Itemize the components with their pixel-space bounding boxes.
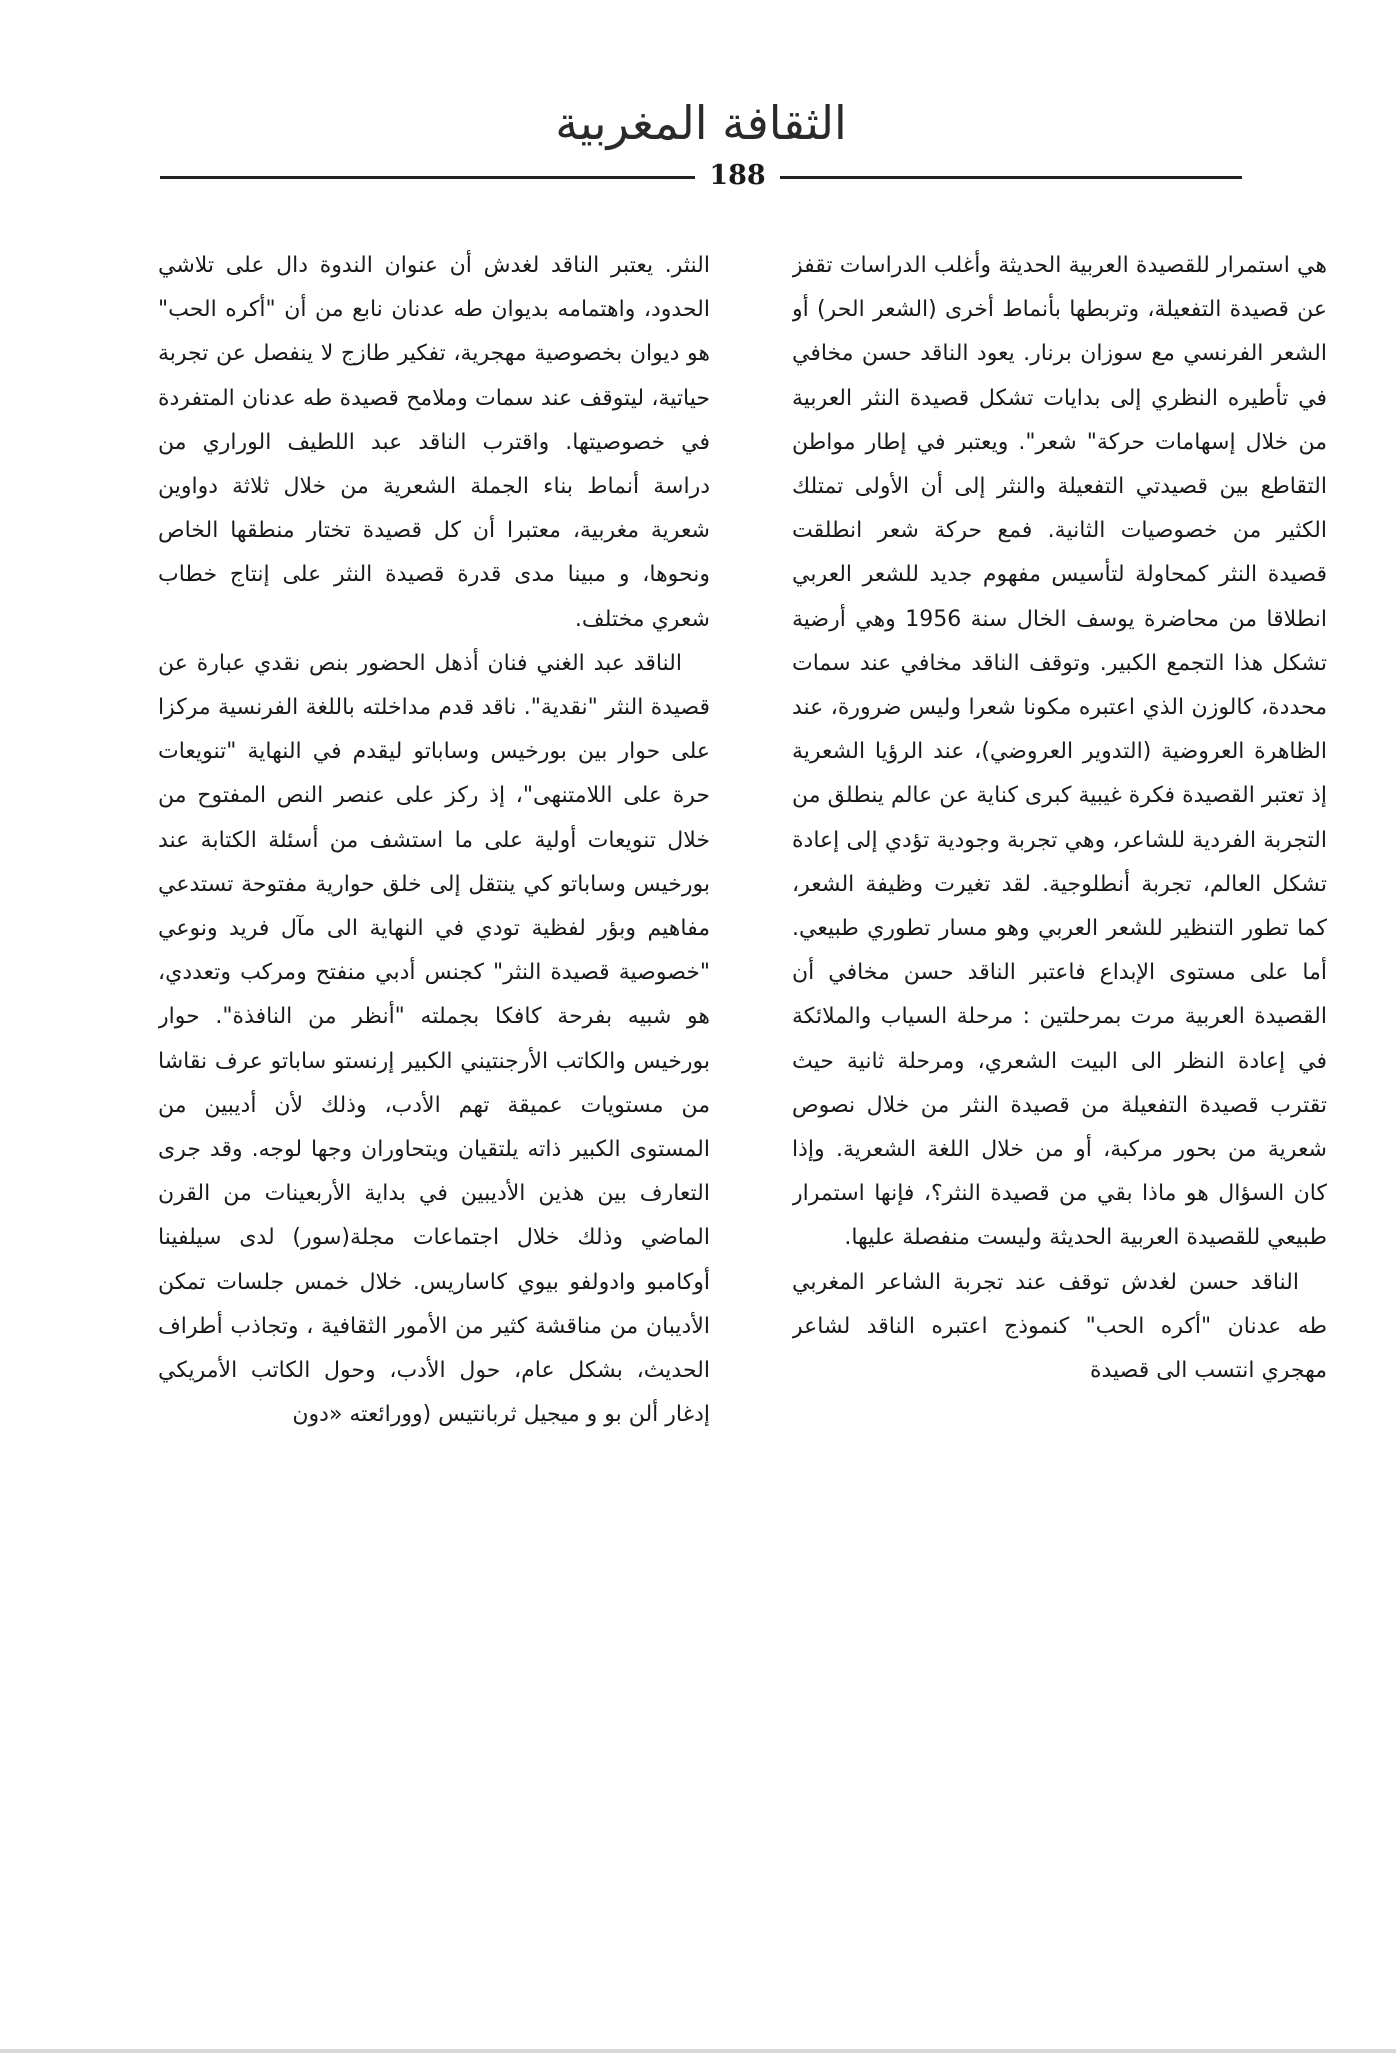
body-paragraph: النثر. يعتبر الناقد لغدش أن عنوان الندوة دال على تلاشي الحدود، واهتمامه بديوان طه عدنان نابع من أن "أكره الحب" هو ديوان بخصوصية مهجرية، تفكير طازج لا ينفصل عن تجربة حياتية، ليتوقف عند سمات وملامح قصيدة طه عدنان المتفردة في خصوصيتها. واقترب الناقد عبد اللطيف الوراري من دراسة أنماط بناء الجملة الشعرية من خلال ثلاثة دواوين شعرية مغربية، معتبرا أن كل قصيدة تختار منطقها الخاص ونحوها، و مبينا مدى قدرة قصيدة النثر على إنتاج خطاب شعري مختلف.	[158, 253, 710, 632]
body-paragraph: هي استمرار للقصيدة العربية الحديثة وأغلب الدراسات تقفز عن قصيدة التفعيلة، وتربطها بأنماط أخرى (الشعر الحر) أو الشعر الفرنسي مع سوزان برنار. يعود الناقد حسن مخافي في تأطيره النظري إلى بدايات تشكل قصيدة النثر العربية من خلال إسهامات حركة" شعر". ويعتبر في إطار مواطن التقاطع بين قصيدتي التفعيلة والنثر إلى أن الأولى تمتلك الكثير من خصوصيات الثانية. فمع حركة شعر انطلقت قصيدة النثر كمحاولة لتأسيس مفهوم جديد للشعر العربي انطلاقا من محاضرة يوسف الخال سنة 1956 وهي أرضية تشكل هذا التجمع الكبير. وتوقف الناقد مخافي عند سمات محددة، كالوزن الذي اعتبره مكونا شعرا وليس ضرورة، عند الظاهرة العروضية (التدوير العروضي)، عند الرؤيا الشعرية إذ تعتبر القصيدة فكرة غيبية كبرى كناية عن عالم ينطلق من التجربة الفردية للشاعر، وهي تجربة وجودية تؤدي إلى إعادة تشكل العالم، تجربة أنطلوجية. لقد تغيرت وظيفة الشعر، كما تطور التنظير للشعر العربي وهو مسار تطوري طبيعي. أما على مستوى الإبداع فاعتبر الناقد حسن مخافي أن القصيدة العربية مرت بمرحلتين : مرحلة السياب والملائكة في إعادة النظر الى البيت الشعري، ومرحلة ثانية حيث تقترب قصيدة التفعيلة من قصيدة النثر من خلال نصوص شعرية من بحور مركبة، أو من خلال اللغة الشعرية. وإذا كان السؤال هو ماذا بقي من قصيدة النثر؟، فإنها استمرار طبيعي للقصيدة العربية الحديثة وليست منفصلة عليها.	[792, 253, 1327, 1251]
page-number: 188	[695, 158, 780, 194]
page-bottom-edge	[0, 2049, 1396, 2053]
body-paragraph: الناقد عبد الغني فنان أذهل الحضور بنص نقدي عبارة عن قصيدة النثر "نقدية". ناقد قدم مداخلته باللغة الفرنسية مركزا على حوار بين بورخيس وساباتو ليقدم في النهاية "تنويعات حرة على اللامتنهى"، إذ ركز على عنصر النص المفتوح من خلال تنويعات أولية على ما استشف من أسئلة الكتابة عند بورخيس وساباتو كي ينتقل إلى خلق حوارية مفتوحة تستدعي مفاهيم وبؤر لفظية تودي في النهاية الى مآل فريد ونوعي "خصوصية قصيدة النثر" كجنس أدبي منفتح ومركب وتعددي، هو شبيه بفرحة كافكا بجملته "أنظر من النافذة". حوار بورخيس والكاتب الأرجنتيني الكبير إرنستو ساباتو عرف نقاشا من مستويات عميقة تهم الأدب، وذلك لأن أديبين من المستوى الكبير ذاته يلتقيان ويتحاوران وجها لوجه. وقد جرى التعارف بين هذين الأديبين في بداية الأربعينات من القرن الماضي وذلك خلال اجتماعات مجلة(سور) لدى سيلفينا أوكامبو وادولفو بيوي كاساريس. خلال خمس جلسات تمكن الأديبان من مناقشة كثير من الأمور الثقافية ، وتجاذب أطراف الحديث، بشكل عام، حول الأدب، وحول الكاتب الأمريكي إدغار ألن بو و ميجيل ثربانتيس (وورائعته «دون	[158, 650, 710, 1428]
body-paragraph: الناقد حسن لغدش توقف عند تجربة الشاعر المغربي طه عدنان "أكره الحب" كنموذج اعتبره الناقد لشاعر مهجري انتسب الى قصيدة	[792, 1269, 1327, 1384]
header-rule-left	[160, 176, 705, 179]
header-rule-right	[770, 176, 1242, 179]
journal-title: الثقافة المغربية	[555, 96, 847, 150]
right-text-column	[792, 244, 1327, 1844]
left-text-column	[158, 244, 710, 1844]
page-header	[160, 88, 1242, 198]
